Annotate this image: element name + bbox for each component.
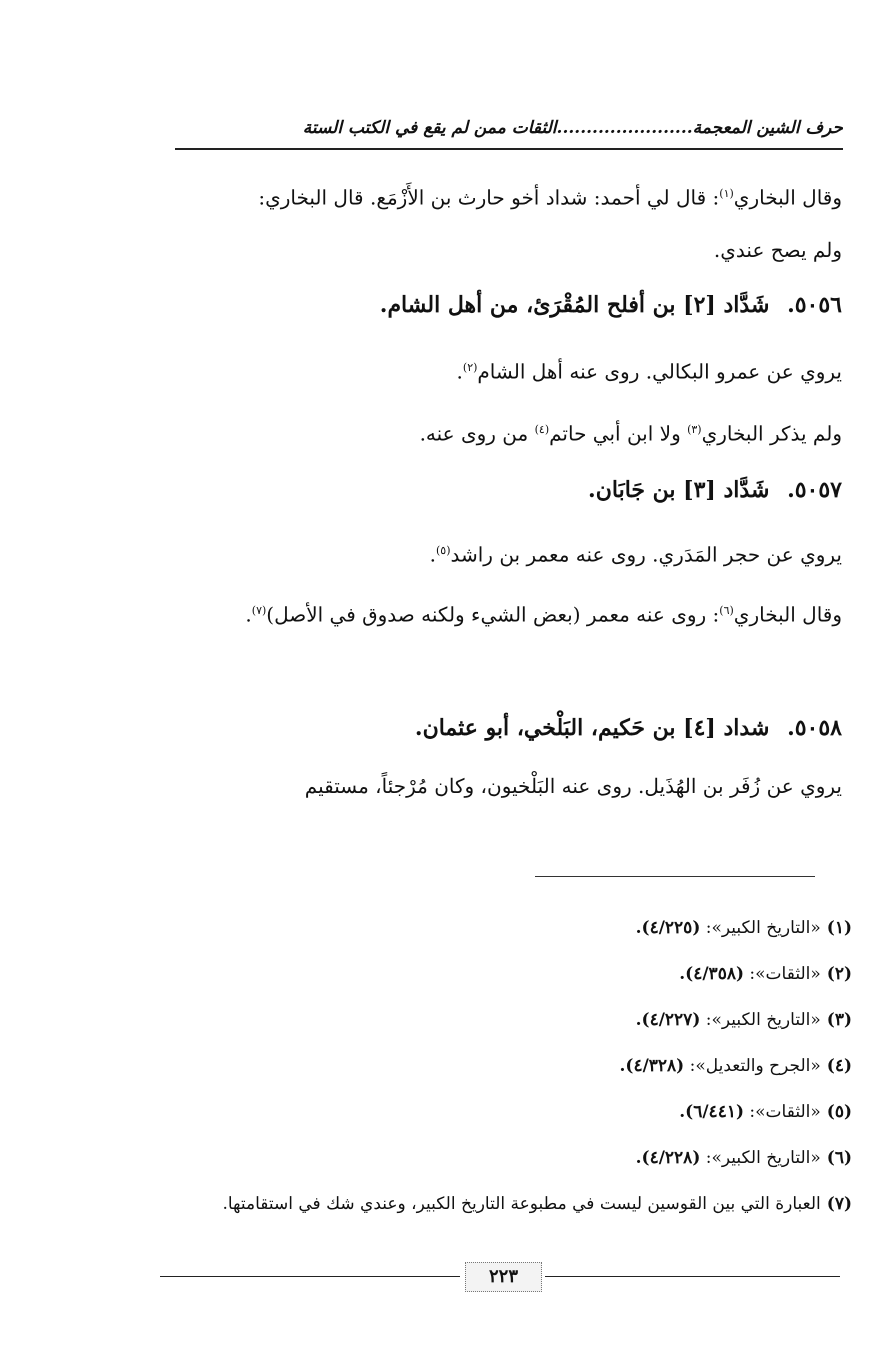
footnote-ref: (٧) [251, 604, 267, 617]
intro-text-line2: ولم يصح عندي. [713, 237, 842, 262]
footnote-number: (٣) [826, 1010, 852, 1030]
entry-paragraph [165, 404, 842, 460]
footnote-number: (٥) [826, 1102, 852, 1122]
running-header: حرف الشين المعجمة.......................الثقات ممن لم يقع في الكتب الستة [302, 118, 843, 138]
intro-paragraph [165, 168, 842, 276]
entry-paragraph [165, 585, 842, 641]
footnote-number: (٧) [826, 1194, 852, 1214]
entry-heading [165, 470, 842, 510]
header-divider [175, 148, 843, 150]
footnote-reference: (٤/٢٢٥). [635, 918, 701, 938]
entry-heading [165, 708, 842, 748]
entry-heading [165, 285, 842, 325]
entry-title: شداد [٤] بن حَكيم، البَلْخي، أبو عثمان. [414, 715, 770, 741]
entry-text: يروي عن عمرو البكالي. روى عنه أهل الشام [477, 359, 842, 384]
footnote [170, 905, 852, 951]
footnote-source: «التاريخ الكبير»: [705, 1010, 821, 1030]
footnote-reference: (٦/٤٤١). [679, 1102, 744, 1122]
footnote-reference: (٤/٢٢٨). [635, 1148, 701, 1168]
page-number-rule-left [160, 1276, 460, 1277]
entry-text: يروي عن حجر المَدَري. روى عنه معمر بن راشد [450, 542, 842, 567]
footnote-reference: (٤/٣٢٨). [619, 1056, 685, 1076]
intro-text-end: : قال لي أحمد: شداد أخو حارث بن الأَزْمَع. قال البخاري: [258, 185, 720, 210]
footnotes [170, 905, 852, 1227]
footnote-number: (٦) [826, 1148, 852, 1168]
footnote-ref: (٦) [719, 604, 734, 617]
footnote-ref: (٢) [462, 361, 478, 374]
footnote [170, 1089, 852, 1135]
entry-text: . [429, 542, 436, 567]
footnote [170, 997, 852, 1043]
entry-title: شَدَّاد [٣] بن جَابَان. [588, 477, 770, 503]
entry-number: ٥٠٥٦. [787, 292, 842, 318]
footnote-source: «الثقات»: [749, 964, 821, 984]
entry-text: : روى عنه معمر (بعض الشيء ولكنه صدوق في الأصل) [266, 602, 720, 627]
footnote [170, 1043, 852, 1089]
footnote-ref: (٤) [534, 423, 550, 436]
entry-text: وقال البخاري [733, 602, 842, 627]
footnote-divider [535, 876, 815, 877]
entry-paragraph [165, 525, 842, 581]
footnote-source: «الثقات»: [749, 1102, 821, 1122]
footnote-ref: (٣) [687, 423, 702, 436]
footnote-number: (٢) [826, 964, 852, 984]
entry-number: ٥٠٥٧. [787, 477, 842, 503]
footnote-reference: (٤/٣٥٨). [679, 964, 744, 984]
entry-text: . [456, 359, 463, 384]
intro-text-start: وقال البخاري [733, 185, 842, 210]
footnote [170, 1181, 852, 1227]
entry-paragraph [165, 760, 842, 812]
entry-title: شَدَّاد [٢] بن أفلح المُقْرَئ، من أهل الشام. [379, 292, 770, 318]
entry-text: من روى عنه. [419, 421, 535, 446]
footnote-reference: (٤/٢٢٧). [635, 1010, 701, 1030]
page-number: ٢٢٣ [465, 1262, 542, 1292]
page-number-rule-right [545, 1276, 840, 1277]
footnote-source: «التاريخ الكبير»: [705, 918, 821, 938]
footnote-number: (١) [826, 918, 852, 938]
entry-text: ولم يذكر البخاري [701, 421, 842, 446]
entry-text: . [245, 602, 252, 627]
entry-number: ٥٠٥٨. [787, 715, 842, 741]
footnote-ref: (١) [719, 187, 734, 200]
footnote [170, 951, 852, 997]
footnote-number: (٤) [826, 1056, 852, 1076]
entry-text: ولا ابن أبي حاتم [549, 421, 688, 446]
entry-paragraph [165, 342, 842, 398]
page-number-bar [160, 1262, 840, 1292]
footnote [170, 1135, 852, 1181]
entry-text: يروي عن زُفَر بن الهُذَيل. روى عنه البَلْخيون، وكان مُرْجئاً، مستقيم [304, 774, 842, 798]
footnote-source: «الجرح والتعديل»: [689, 1056, 821, 1076]
footnote-source: «التاريخ الكبير»: [705, 1148, 821, 1168]
footnote-ref: (٥) [435, 544, 451, 557]
footnote-source: العبارة التي بين القوسين ليست في مطبوعة التاريخ الكبير، وعندي شك في استقامتها. [222, 1194, 821, 1214]
